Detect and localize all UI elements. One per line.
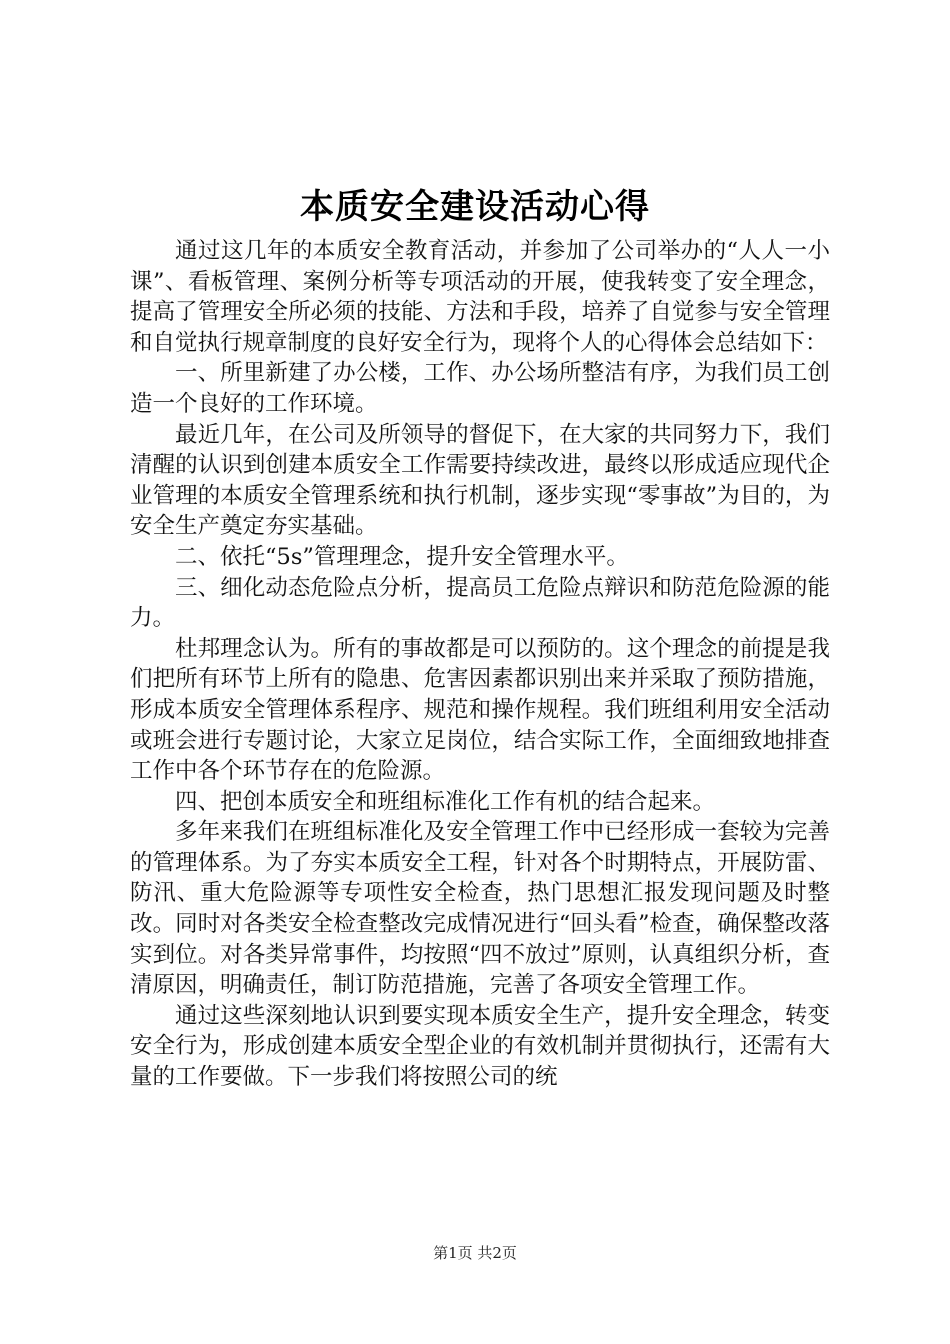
paragraph: 杜邦理念认为。所有的事故都是可以预防的。这个理念的前提是我们把所有环节上所有的隐患、危害因素都识别出来并采取了预防措施，形成本质安全管理体系程序、规范和操作规程。我们班组利用安全活动或班会进行专题讨论，大家立足岗位，结合实际工作，全面细致地排查工作中各个环节存在的危险源。 xyxy=(130,635,830,785)
paragraph: 通过这些深刻地认识到要实现本质安全生产，提升安全理念，转变安全行为，形成创建本质安全型企业的有效机制并贯彻执行，还需有大量的工作要做。下一步我们将按照公司的统 xyxy=(130,1002,830,1091)
paragraph: 二、依托“5s”管理理念，提升安全管理水平。 xyxy=(175,543,629,570)
paragraph: 通过这几年的本质安全教育活动，并参加了公司举办的“人人一小课”、看板管理、案例分析等专项活动的开展，使我转变了安全理念，提高了管理安全所必须的技能、方法和手段，培养了自觉参与安全管理和自觉执行规章制度的良好安全行为，现将个人的心得体会总结如下： xyxy=(130,238,830,356)
page-number-footer: 第1页 共2页 xyxy=(433,1244,517,1262)
paragraph: 最近几年，在公司及所领导的督促下，在大家的共同努力下，我们清醒的认识到创建本质安全工作需要持续改进，最终以形成适应现代企业管理的本质安全管理系统和执行机制，逐步实现“零事故”为目的，为安全生产奠定夯实基础。 xyxy=(130,421,830,540)
document-title: 本质安全建设活动心得 xyxy=(300,187,650,227)
paragraph: 多年来我们在班组标准化及安全管理工作中已经形成一套较为完善的管理体系。为了夯实本质安全工程，针对各个时期特点，开展防雷、防汛、重大危险源等专项性安全检查，热门思想汇报发现问题及时整改。同时对各类安全检查整改完成情况进行“回头看”检查，确保整改落实到位。对各类异常事件，均按照“四不放过”原则，认真组织分析，查清原因，明确责任，制订防范措施，完善了各项安全管理工作。 xyxy=(130,819,830,999)
paragraph: 一、所里新建了办公楼，工作、办公场所整洁有序，为我们员工创造一个良好的工作环境。 xyxy=(130,360,830,417)
paragraph: 四、把创本质安全和班组标准化工作有机的结合起来。 xyxy=(175,788,716,815)
paragraph: 三、细化动态危险点分析，提高员工危险点辩识和防范危险源的能力。 xyxy=(130,574,830,632)
document-body xyxy=(130,236,830,1093)
